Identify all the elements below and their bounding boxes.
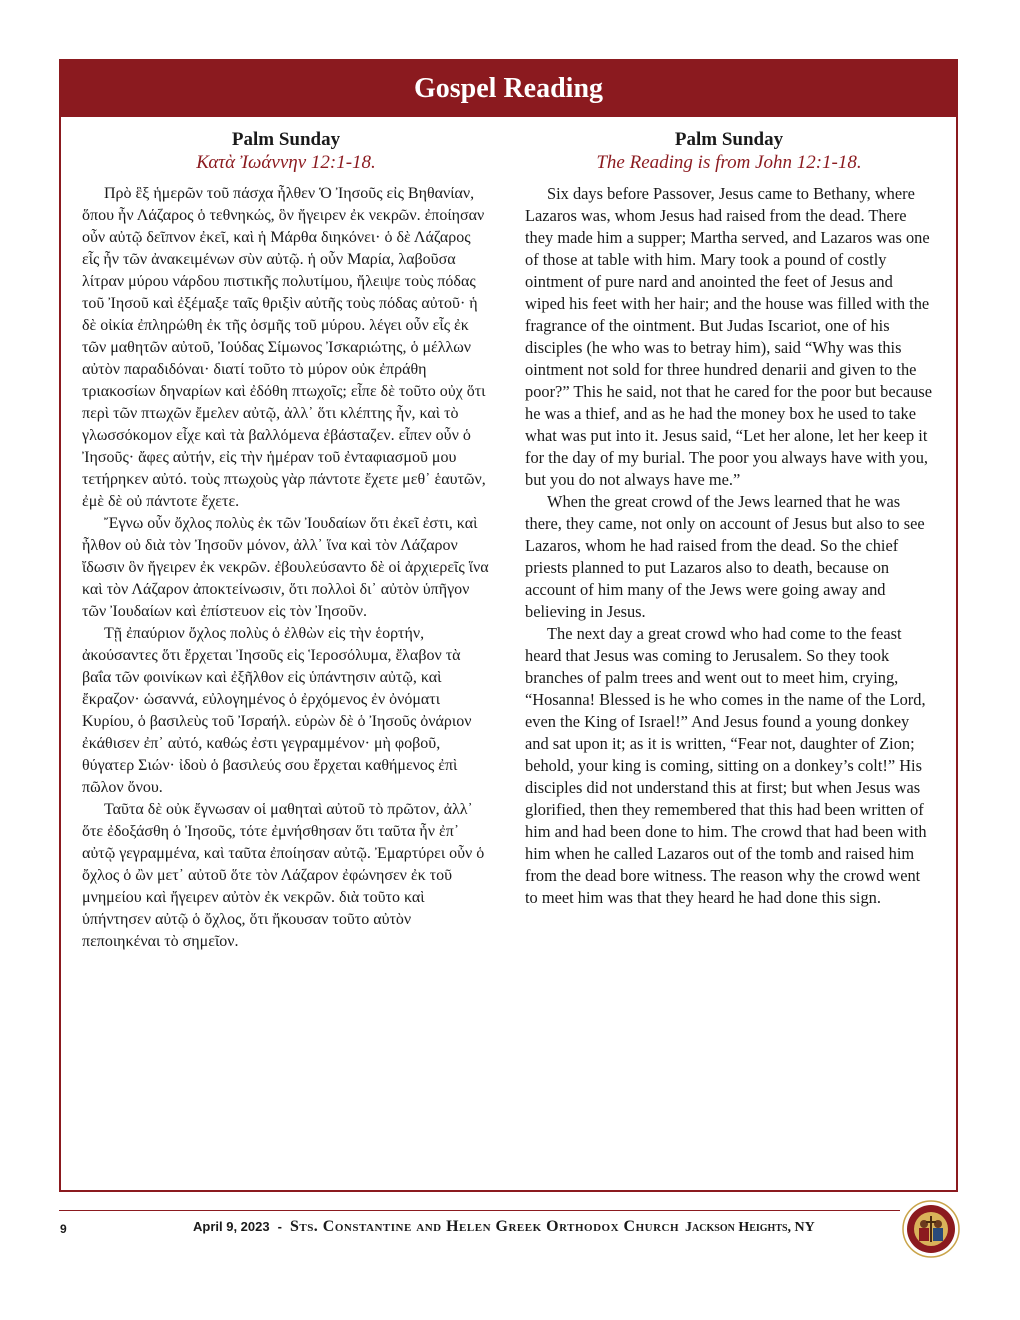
english-paragraph: The next day a great crowd who had come to the feast heard that Jesus was coming to Jerusalem. So they took branches of palm trees and went out to meet him, crying, “Hosanna! Blessed is he who comes in the name of the Lord, even the King of Israel!” And Jesus found a young donkey and sat upon it; as it is written, “Fear not, daughter of Zion; behold, your king is coming, sitting on a donkey’s colt!” His disciples did not understand this at first; but when Jesus was glorified, then they remembered that this had been written of him and had been done to him. The crowd that had been with him when he called Lazaros out of the tomb and raised him from the dead bore witness. The reason why the crowd went to meet him was that they heard he had done this sign. <box>525 624 927 907</box>
church-seal-icon <box>902 1200 960 1258</box>
english-column <box>525 129 933 909</box>
greek-title: Palm Sunday <box>231 129 341 150</box>
footer-line <box>193 1218 815 1236</box>
greek-paragraph: Τῇ ἐπαύριον ὄχλος πολὺς ὁ ἐλθὼν εἰς τὴν ἑορτήν, ἀκούσαντες ὅτι ἔρχεται Ἰησοῦς εἰς Ἱεροσόλυμα, ἔλαβον τὰ βαΐα τῶν φοινίκων καὶ ἐξῆλθον εἰς ὑπάντησιν αὐτῷ, καὶ ἔκραζον· ὡσαννά, εὐλογημένος ὁ ἐρχόμενος ἐν ὀνόματι Κυρίου, ὁ βασιλεὺς τοῦ Ἰσραήλ. εὑρὼν δὲ ὁ Ἰησοῦς ὀνάριον ἐκάθισεν ἐπ᾽ αὐτό, καθώς ἐστι γεγραμμένον· μὴ φοβοῦ, θύγατερ Σιών· ἰδοὺ ὁ βασιλεύς σου ἔρχεται καθήμενος ἐπὶ πῶλον ὄνου. <box>82 625 472 796</box>
greek-paragraph: Ταῦτα δὲ οὐκ ἔγνωσαν οἱ μαθηταὶ αὐτοῦ τὸ πρῶτον, ἀλλ᾽ ὅτε ἐδοξάσθη ὁ Ἰησοῦς, τότε ἐμνήσθησαν ὅτι ταῦτα ἦν ἐπ᾽ αὐτῷ γεγραμμένα, καὶ ταῦτα ἐποίησαν αὐτῷ. Ἐμαρτύρει οὖν ὁ ὄχλος ὁ ὢν μετ᾽ αὐτοῦ ὅτε τὸν Λάζαρον ἐφώνησεν ἐκ τοῦ μνημείου καὶ ἤγειρεν αὐτὸν ἐκ νεκρῶν. διὰ τοῦτο καὶ ὑπήντησεν αὐτῷ ὁ ὄχλος, ὅτι ἤκουσαν τοῦτο αὐτὸν πεποιηκέναι τὸ σημεῖον. <box>82 801 485 950</box>
english-title: Palm Sunday <box>674 129 784 150</box>
english-subtitle: The Reading is from John 12:1-18. <box>596 152 862 173</box>
content-frame <box>59 59 958 1192</box>
page-number: 9 <box>60 1222 67 1236</box>
greek-paragraph: Πρὸ ἓξ ἡμερῶν τοῦ πάσχα ἦλθεν Ὁ Ἰησοῦς εἰς Βηθανίαν, ὅπου ἦν Λάζαρος ὁ τεθνηκώς, ὃν ἤγειρεν ἐκ νεκρῶν. ἐποίησαν οὖν αὐτῷ δεῖπνον ἐκεῖ, καὶ ἡ Μάρθα διηκόνει· ὁ δὲ Λάζαρος εἷς ἦν τῶν ἀνακειμένων σὺν αὐτῷ. ἡ οὖν Μαρία, λαβοῦσα λίτραν μύρου νάρδου πιστικῆς πολυτίμου, ἤλειψε τοὺς πόδας τοῦ Ἰησοῦ καὶ ἐξέμαξε ταῖς θριξὶν αὐτῆς τοὺς πόδας αὐτοῦ· ἡ δὲ οἰκία ἐπληρώθη ἐκ τῆς ὀσμῆς τοῦ μύρου. λέγει οὖν εἷς ἐκ τῶν μαθητῶν αὐτοῦ, Ἰούδας Σίμωνος Ἰσκαριώτης, ὁ μέλλων αὐτὸν παραδιδόναι· διατί τοῦτο τὸ μύρον οὐκ ἐπράθη τριακοσίων δηναρίων καὶ ἐδόθη πτωχοῖς; εἶπε δὲ τοῦτο οὐχ ὅτι περὶ τῶν πτωχῶν ἔμελεν αὐτῷ, ἀλλ᾽ ὅτι κλέπτης ἦν, καὶ τὸ γλωσσόκομον εἶχε καὶ τὰ βαλλόμενα ἐβάσταζεν. εἶπεν οὖν ὁ Ἰησοῦς· ἄφες αὐτήν, εἰς τὴν ἡμέραν τοῦ ἐνταφιασμοῦ μου τετήρηκεν αὐτό. τοὺς πτωχοὺς γὰρ πάντοτε ἔχετε μεθ᾽ ἑαυτῶν, ἐμὲ δὲ οὐ πάντοτε ἔχετε. <box>82 185 486 510</box>
greek-column <box>82 129 490 953</box>
footer-church-name: Sts. Constantine and Helen Greek Orthodox Church <box>289 1218 680 1235</box>
english-paragraph: When the great crowd of the Jews learned that he was there, they came, not only on account of Jesus but also to see Lazaros, whom he had raised from the dead. So the chief priests planned to put Lazaros also to death, because on account of him many of the Jews were going away and believing in Jesus. <box>525 492 925 621</box>
page-title: Gospel Reading <box>61 61 956 117</box>
footer-location: Jackson Heights, NY <box>685 1220 815 1235</box>
greek-subtitle: Κατὰ Ἰωάννην 12:1-18. <box>196 152 376 173</box>
english-paragraph: Six days before Passover, Jesus came to Bethany, where Lazaros was, whom Jesus had raised from the dead. There they made him a supper; Martha served, and Lazaros was one of those at table with him. Mary took a pound of costly ointment of pure nard and anointed the feet of Jesus and wiped his feet with her hair; and the house was filled with the fragrance of the ointment. But Judas Iscariot, one of his disciples (he who was to betray him), said “Why was this ointment not sold for three hundred denarii and given to the poor?” This he said, not that he cared for the poor but because he was a thief, and as he had the money box he used to take what was put into it. Jesus said, “Let her alone, let her keep it for the day of my burial. The poor you always have with you, but you do not always have me.” <box>525 184 933 489</box>
greek-paragraph: Ἔγνω οὖν ὄχλος πολὺς ἐκ τῶν Ἰουδαίων ὅτι ἐκεῖ ἐστι, καὶ ἦλθον οὐ διὰ τὸν Ἰησοῦν μόνον, ἀλλ᾽ ἵνα καὶ τὸν Λάζαρον ἴδωσιν ὃν ἤγειρεν ἐκ νεκρῶν. ἐβουλεύσαντο δὲ οἱ ἀρχιερεῖς ἵνα καὶ τὸν Λάζαρον ἀποκτείνωσιν, ὅτι πολλοὶ δι᾽ αὐτὸν ὑπῆγον τῶν Ἰουδαίων καὶ ἐπίστευον εἰς τὸν Ἰησοῦν. <box>82 515 489 620</box>
footer-divider <box>59 1210 900 1211</box>
footer-separator: - <box>277 1219 282 1234</box>
footer-date: April 9, 2023 <box>193 1219 270 1234</box>
